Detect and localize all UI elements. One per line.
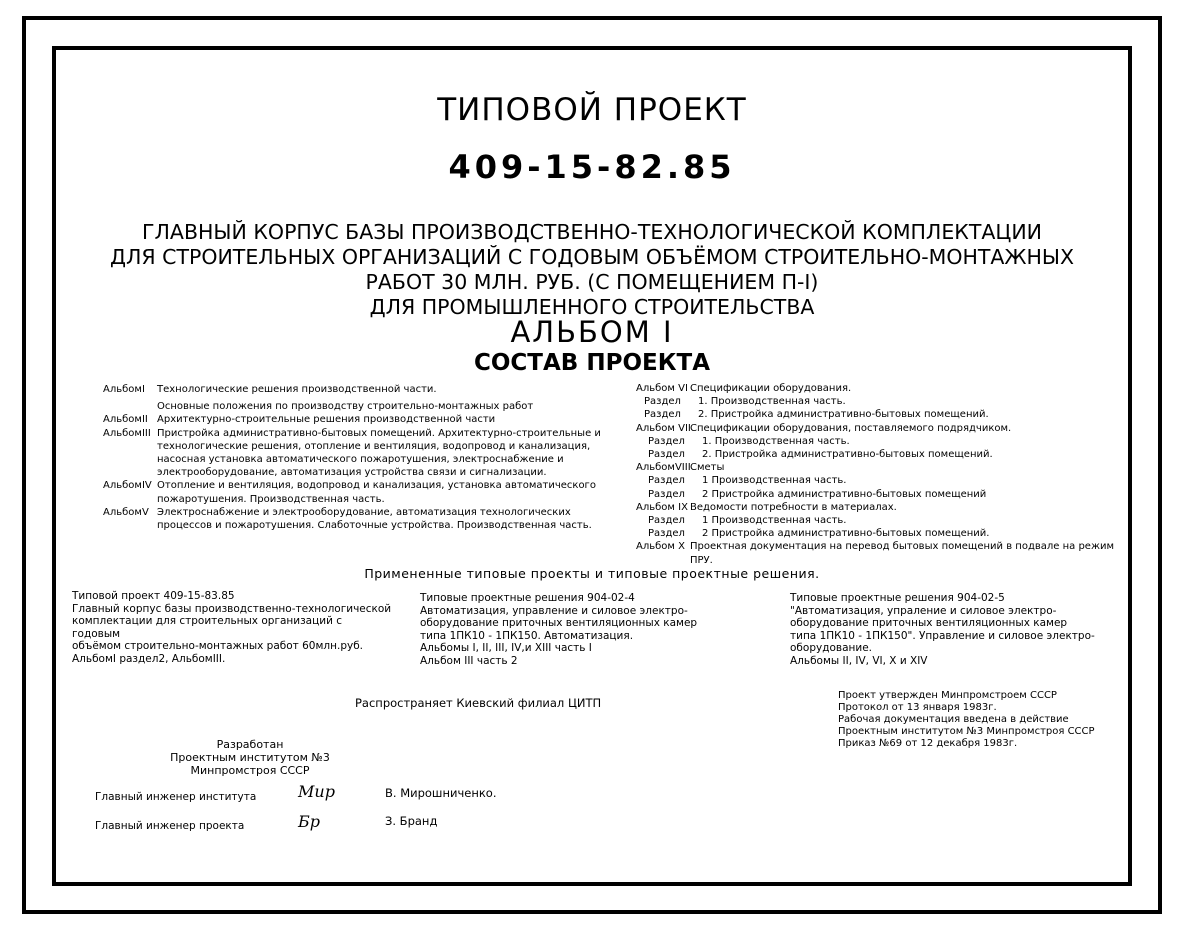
album-description: Технологические решения производственной части. [157, 384, 437, 395]
applied-line: Главный корпус базы производственно-технологической [72, 602, 392, 615]
applied-line: Альбомы I, II, III, IV,и XIII часть I [420, 642, 592, 654]
album-label: АльбомI [103, 384, 145, 395]
section-description: 1 Производственная часть. [702, 475, 847, 487]
album-description: Спецификации оборудования, поставляемого подрядчиком. [690, 422, 1012, 434]
section-description: 2 Пристройка административно-бытовых помещений. [702, 528, 990, 540]
list-item [636, 488, 1116, 501]
list-item [636, 382, 1116, 395]
list-item [103, 427, 623, 480]
album-label: АльбомV [103, 506, 149, 518]
album-description: Спецификации оборудования. [690, 383, 852, 394]
album-description: Сметы [690, 462, 725, 474]
list-item [636, 474, 1116, 487]
section-label: Раздел [648, 435, 685, 447]
list-item [636, 395, 1116, 408]
applied-line: Типовые проектные решения 904-02-5 [790, 592, 1005, 604]
approval-line: Протокол от 13 января 1983г. [838, 702, 997, 713]
applied-line: Альбомы II, IV, VI, X и XIV [790, 654, 928, 667]
album-label: АльбомII [103, 414, 148, 426]
approval-line: Рабочая документация введена в действие [838, 714, 1069, 725]
list-item [636, 540, 1116, 566]
main-title-line-2: ДЛЯ СТРОИТЕЛЬНЫХ ОРГАНИЗАЦИЙ С ГОДОВЫМ ОБЪЁМОМ СТРОИТЕЛЬНО-МОНТАЖНЫХ [109, 245, 1075, 269]
section-label: Раздел [648, 449, 685, 461]
list-item [636, 408, 1116, 421]
album-description: Проектная документация на перевод бытовых помещений в подвале на режим ПРУ. [690, 541, 1114, 566]
applied-project-1 [72, 590, 392, 665]
applied-line: оборудование приточных вентиляционных камер [420, 617, 698, 629]
list-item [636, 501, 1116, 514]
developer-line: Проектным институтом №3 [170, 751, 330, 764]
album-description: Электроснабжение и электрооборудование, автоматизация технологических процессов и пожаротушения. Слаботочные устройства. Производственная часть. [157, 506, 592, 532]
section-description: 2 Пристройка административно-бытовых помещений [702, 488, 987, 500]
album-title: АЛЬБОМ I [510, 315, 674, 349]
main-title [0, 220, 1184, 320]
applied-line: "Автоматизация, упраление и силовое электро- [790, 604, 1057, 617]
album-label: Альбом X [636, 541, 685, 553]
album-description: Архитектурно-строительные решения производственной части [157, 414, 496, 426]
album-description: Основные положения по производству строительно-монтажных работ [157, 401, 534, 413]
album-description: Отопление и вентиляция, водопровод и канализация, установка автоматического пожаротушения. Производственная часть. [157, 480, 596, 505]
section-label: Раздел [648, 515, 685, 527]
section-description: 2. Пристройка административно-бытовых помещений. [698, 409, 989, 421]
album-description: Ведомости потребности в материалах. [690, 501, 897, 513]
applied-project-3 [790, 592, 1125, 667]
composition-list-left [103, 383, 623, 532]
applied-line: типа 1ПК10 - 1ПК150. Автоматизация. [420, 629, 634, 642]
album-label: АльбомVIII [636, 462, 691, 474]
album-label: Альбом VI [636, 383, 688, 394]
section-label: Раздел [644, 409, 681, 421]
section-description: 1 Производственная часть. [702, 515, 847, 527]
list-item [636, 461, 1116, 474]
project-type-title: ТИПОВОЙ ПРОЕКТ [437, 92, 747, 128]
section-label: Раздел [644, 396, 681, 408]
main-title-line-1: ГЛАВНЫЙ КОРПУС БАЗЫ ПРОИЗВОДСТВЕННО-ТЕХНОЛОГИЧЕСКОЙ КОМПЛЕКТАЦИИ [142, 220, 1042, 244]
list-item [103, 400, 623, 413]
main-title-line-3: РАБОТ 30 МЛН. РУБ. (С ПОМЕЩЕНИЕМ П-I) [365, 270, 819, 294]
list-item [103, 506, 623, 532]
album-label: Альбом IX [636, 501, 688, 513]
list-item [103, 383, 623, 396]
section-description: 1. Производственная часть. [698, 396, 846, 408]
applied-line: комплектации для строительных организаций с годовым [72, 615, 343, 640]
chief-engineer-institute-name: В. Мирошниченко. [385, 786, 497, 800]
applied-project-2 [420, 592, 760, 667]
applied-line: объёмом строительно-монтажных работ 60млн.руб. [72, 640, 364, 652]
developer-block [150, 738, 350, 777]
list-item [636, 448, 1116, 461]
list-item [103, 479, 623, 505]
applied-line: Альбом III часть 2 [420, 654, 518, 667]
developer-line: Разработан [216, 738, 284, 751]
section-label: Раздел [648, 488, 685, 500]
main-title-line-4: ДЛЯ ПРОМЫШЛЕННОГО СТРОИТЕЛЬСТВА [369, 295, 815, 319]
applied-line: Автоматизация, управление и силовое электро- [420, 604, 688, 617]
album-label [103, 400, 157, 413]
chief-engineer-institute-label: Главный инженер института [95, 791, 257, 803]
chief-engineer-project-name: З. Бранд [385, 814, 438, 828]
composition-title: СОСТАВ ПРОЕКТА [474, 350, 710, 376]
list-item [636, 435, 1116, 448]
list-item [103, 413, 623, 426]
approval-line: Проектным институтом №3 Минпромстроя СССР [838, 726, 1095, 737]
approval-line: Приказ №69 от 12 декабря 1983г. [838, 738, 1018, 749]
applied-line: оборудование приточных вентиляционных камер [790, 617, 1068, 629]
applied-line: АльбомI раздел2, АльбомIII. [72, 652, 226, 665]
approval-line: Проект утвержден Минпромстроем СССР [838, 690, 1057, 701]
applied-line: Типовой проект 409-15-83.85 [72, 590, 235, 602]
signature-mark: Бр [298, 812, 320, 831]
applied-projects-title: Примененные типовые проекты и типовые проектные решения. [364, 566, 820, 581]
list-item [636, 514, 1116, 527]
composition-list-right [636, 382, 1116, 567]
album-label: АльбомIII [103, 427, 151, 439]
project-number: 409-15-82.85 [448, 148, 736, 186]
list-item [636, 527, 1116, 540]
applied-line: типа 1ПК10 - 1ПК150". Управление и силовое электро- [790, 629, 1095, 642]
section-description: 1. Производственная часть. [702, 435, 850, 447]
approval-block [838, 690, 1128, 750]
section-description: 2. Пристройка административно-бытовых помещений. [702, 449, 993, 461]
section-label: Раздел [648, 528, 685, 540]
album-label: АльбомIV [103, 480, 152, 492]
distribution-note: Распространяет Киевский филиал ЦИТП [355, 696, 602, 710]
applied-line: оборудование. [790, 642, 872, 654]
developer-line: Минпромстроя СССР [190, 764, 310, 777]
chief-engineer-project-label: Главный инженер проекта [95, 820, 245, 832]
applied-line: Типовые проектные решения 904-02-4 [420, 592, 635, 604]
album-description: Пристройка административно-бытовых помещений. Архитектурно-строительные и технологические решения, отопление и вентиляция, водопровод и канализация, насосная установка автоматического пожаротушения, электроснабжение и электрооборудование, автоматизация устройства связи и сигнализации. [157, 427, 601, 479]
signature-mark: Мир [298, 782, 335, 801]
list-item [636, 422, 1116, 435]
album-label: Альбом VII [636, 422, 691, 434]
section-label: Раздел [648, 475, 685, 487]
